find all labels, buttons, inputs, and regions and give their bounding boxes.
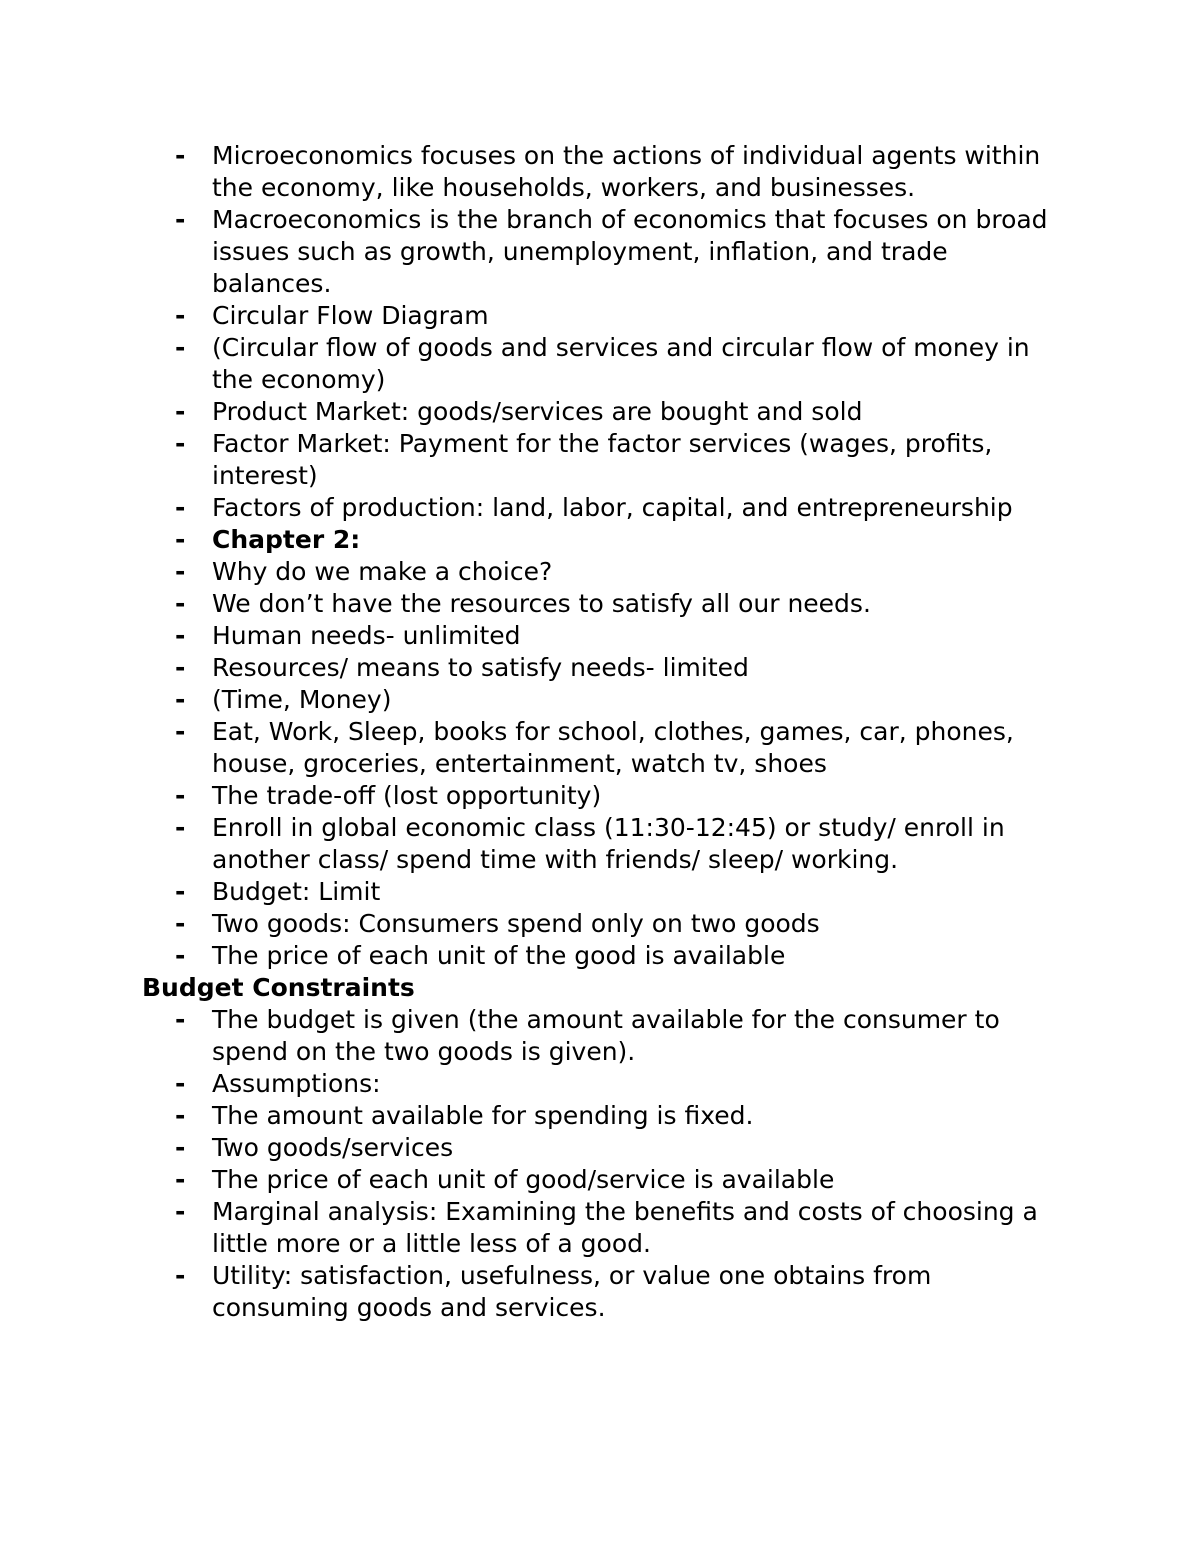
list-item-text: Human needs- unlimited [212,621,521,650]
bullet-dash: - [175,141,186,170]
list-item [0,812,1067,876]
list-item-text: Utility: satisfaction, usefulness, or value one obtains from consuming goods and services. [212,1261,932,1322]
bullet-dash: - [175,877,186,906]
list-item [0,588,1067,620]
bullet-dash: - [175,525,186,554]
list-item-text: Macroeconomics is the branch of economics that focuses on broad issues such as growth, unemployment, inflation, and trade balances. [212,205,1048,298]
bullet-dash: - [175,205,186,234]
list-item-text: Product Market: goods/services are bought and sold [212,397,863,426]
list-item [0,556,1067,588]
list-item-text: Assumptions: [212,1069,381,1098]
list-item-text: Budget: Limit [212,877,381,906]
bullet-list-budget [0,1004,1200,1324]
list-item [0,1004,1067,1068]
bullet-dash: - [175,941,186,970]
chapter-title: Chapter 2: [212,525,361,554]
bullet-dash: - [175,1165,186,1194]
list-item-text: Why do we make a choice? [212,557,553,586]
list-item [0,1164,1067,1196]
bullet-dash: - [175,429,186,458]
list-item [0,652,1067,684]
bullet-dash: - [175,557,186,586]
list-item [0,332,1067,396]
list-item [0,716,1067,780]
list-item-text: (Circular flow of goods and services and circular flow of money in the economy) [212,333,1030,394]
list-item-text: (Time, Money) [212,685,392,714]
list-item-text: Two goods: Consumers spend only on two goods [212,909,820,938]
bullet-dash: - [175,685,186,714]
list-item-text: The price of each unit of good/service is available [212,1165,835,1194]
bullet-dash: - [175,1133,186,1162]
list-item [0,1196,1067,1260]
list-item [0,396,1067,428]
list-item-text: Factors of production: land, labor, capital, and entrepreneurship [212,493,1013,522]
list-item [0,780,1067,812]
list-item [0,908,1067,940]
list-item [0,1132,1067,1164]
list-item [0,1100,1067,1132]
bullet-dash: - [175,333,186,362]
list-item-text: The price of each unit of the good is available [212,941,786,970]
list-item [0,492,1067,524]
bullet-dash: - [175,1261,186,1290]
list-item-text: Microeconomics focuses on the actions of individual agents within the economy, like households, workers, and businesses. [212,141,1041,202]
bullet-dash: - [175,301,186,330]
list-item [0,684,1067,716]
list-item-text: The trade-off (lost opportunity) [212,781,602,810]
bullet-dash: - [175,781,186,810]
list-item [0,876,1067,908]
list-item-text: Two goods/services [212,1133,454,1162]
list-item-text: Enroll in global economic class (11:30-12:45) or study/ enroll in another class/ spend time with friends/ sleep/ working. [212,813,1005,874]
list-item-chapter-heading [0,524,1067,556]
list-item-text: Circular Flow Diagram [212,301,489,330]
list-item-text: We don’t have the resources to satisfy all our needs. [212,589,871,618]
bullet-dash: - [175,397,186,426]
list-item [0,620,1067,652]
list-item [0,1260,1067,1324]
list-item-text: Resources/ means to satisfy needs- limited [212,653,749,682]
bullet-list-intro [0,140,1200,972]
bullet-dash: - [175,493,186,522]
section-heading: Budget Constraints [142,973,415,1002]
bullet-dash: - [175,621,186,650]
list-item-text: Marginal analysis: Examining the benefits and costs of choosing a little more or a little less of a good. [212,1197,1038,1258]
bullet-dash: - [175,1005,186,1034]
bullet-dash: - [175,589,186,618]
bullet-dash: - [175,1069,186,1098]
list-item-text: Factor Market: Payment for the factor services (wages, profits, interest) [212,429,993,490]
list-item-text: Eat, Work, Sleep, books for school, clothes, games, car, phones, house, groceries, entertainment, watch tv, shoes [212,717,1014,778]
list-item [0,300,1067,332]
bullet-dash: - [175,1197,186,1226]
list-item-text: The budget is given (the amount available for the consumer to spend on the two goods is given). [212,1005,1000,1066]
list-item-text: The amount available for spending is fixed. [212,1101,754,1130]
list-item [0,940,1067,972]
bullet-dash: - [175,813,186,842]
list-item [0,1068,1067,1100]
list-item [0,428,1067,492]
document-body [0,140,1200,1324]
bullet-dash: - [175,909,186,938]
list-item [0,204,1067,300]
bullet-dash: - [175,653,186,682]
bullet-dash: - [175,1101,186,1130]
list-item [0,140,1067,204]
bullet-dash: - [175,717,186,746]
